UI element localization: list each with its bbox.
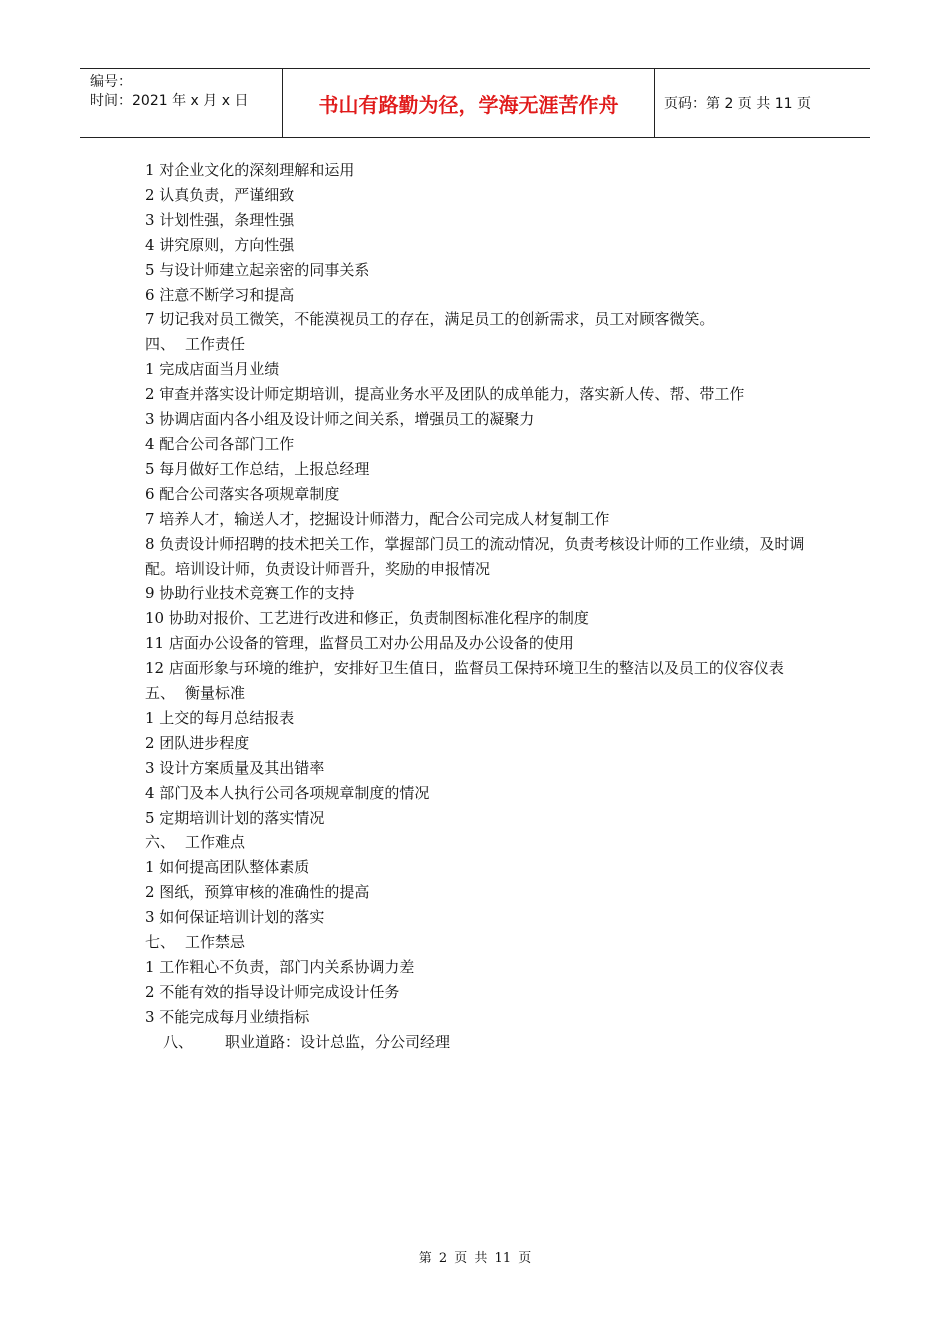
- section-heading-responsibilities: [145, 332, 810, 357]
- list-item: 7 切记我对员工微笑，不能漠视员工的存在，满足员工的创新需求，员工对顾客微笑。: [145, 310, 715, 329]
- header-page-info: 页码：第 2 页 共 11 页: [664, 96, 811, 112]
- list-item: 5 定期培训计划的落实情况: [145, 808, 325, 827]
- document-body: [145, 158, 810, 1055]
- list-item: 1 工作粗心不负责，部门内关系协调力差: [145, 958, 415, 976]
- list-item: 3 计划性强，条理性强: [145, 210, 295, 229]
- list-item: 5 每月做好工作总结，上报总经理: [145, 459, 370, 478]
- section-title: 工作禁忌: [185, 933, 246, 952]
- list-item: 4 配合公司各部门工作: [145, 434, 295, 453]
- list-item: 2 团队进步程度: [145, 733, 250, 752]
- list-item: 6 注意不断学习和提高: [145, 285, 295, 304]
- list-item: 2 认真负责，严谨细致: [145, 185, 295, 204]
- list-item: 3 如何保证培训计划的落实: [145, 908, 325, 927]
- section-title: 工作责任: [185, 335, 246, 354]
- list-item: 4 讲究原则，方向性强: [145, 235, 295, 254]
- section-number: 七、: [145, 933, 176, 952]
- header-meta: [80, 69, 283, 137]
- list-item: 1 如何提高团队整体素质: [145, 858, 310, 877]
- section-number: 四、: [145, 335, 176, 354]
- section-number: 六、: [145, 833, 176, 852]
- list-item: 3 协调店面内各小组及设计师之间关系，增强员工的凝聚力: [145, 410, 535, 429]
- list-item: 3 设计方案质量及其出错率: [145, 758, 325, 777]
- list-item: 5 与设计师建立起亲密的同事关系: [145, 260, 370, 279]
- section-heading-difficulties: [145, 830, 810, 855]
- section-title: 工作难点: [185, 833, 246, 852]
- page-footer: 第 2 页 共 11 页: [418, 1251, 532, 1266]
- document-date: 时间：2021 年 x 月 x 日: [90, 93, 249, 109]
- document-number-label: 编号：: [90, 74, 132, 90]
- list-item: 8 负责设计师招聘的技术把关工作，掌握部门员工的流动情况，负责考核设计师的工作业绩，及时调配。培训设计师，负责设计师晋升，奖励的申报情况: [145, 534, 805, 578]
- section-title: 衡量标准: [185, 684, 246, 703]
- list-item: 11 店面办公设备的管理，监督员工对办公用品及办公设备的使用: [145, 634, 574, 653]
- list-item: 2 不能有效的指导设计师完成设计任务: [145, 982, 400, 1001]
- list-item: 1 上交的每月总结报表: [145, 708, 295, 727]
- section-heading-metrics: [145, 681, 810, 706]
- list-item: 2 审查并落实设计师定期培训，提高业务水平及团队的成单能力，落实新人传、帮、带工作: [145, 385, 745, 404]
- section-number: 五、: [145, 684, 176, 703]
- page-header: [80, 68, 870, 138]
- section-number: 八、: [163, 1032, 194, 1051]
- list-item: 10 协助对报价、工艺进行改进和修正，负责制图标准化程序的制度: [145, 609, 589, 628]
- list-item: 1 完成店面当月业绩: [145, 360, 280, 379]
- list-item: 2 图纸，预算审核的准确性的提高: [145, 883, 370, 902]
- list-item: 6 配合公司落实各项规章制度: [145, 484, 340, 503]
- list-item: 9 协助行业技术竞赛工作的支持: [145, 584, 355, 603]
- header-motto: 书山有路勤为径，学海无涯苦作舟: [283, 69, 655, 137]
- section-title: 职业道路：设计总监，分公司经理: [225, 1032, 451, 1051]
- section-heading-taboos: [145, 930, 810, 955]
- section-heading-career-path: [145, 1030, 810, 1055]
- list-item: 1 对企业文化的深刻理解和运用: [145, 161, 355, 179]
- list-item: 7 培养人才，输送人才，挖掘设计师潜力，配合公司完成人材复制工作: [145, 509, 610, 528]
- list-item: 12 店面形象与环境的维护，安排好卫生值日，监督员工保持环境卫生的整洁以及员工的仪容仪表: [145, 659, 784, 678]
- list-item: 4 部门及本人执行公司各项规章制度的情况: [145, 783, 430, 802]
- list-item: 3 不能完成每月业绩指标: [145, 1007, 310, 1026]
